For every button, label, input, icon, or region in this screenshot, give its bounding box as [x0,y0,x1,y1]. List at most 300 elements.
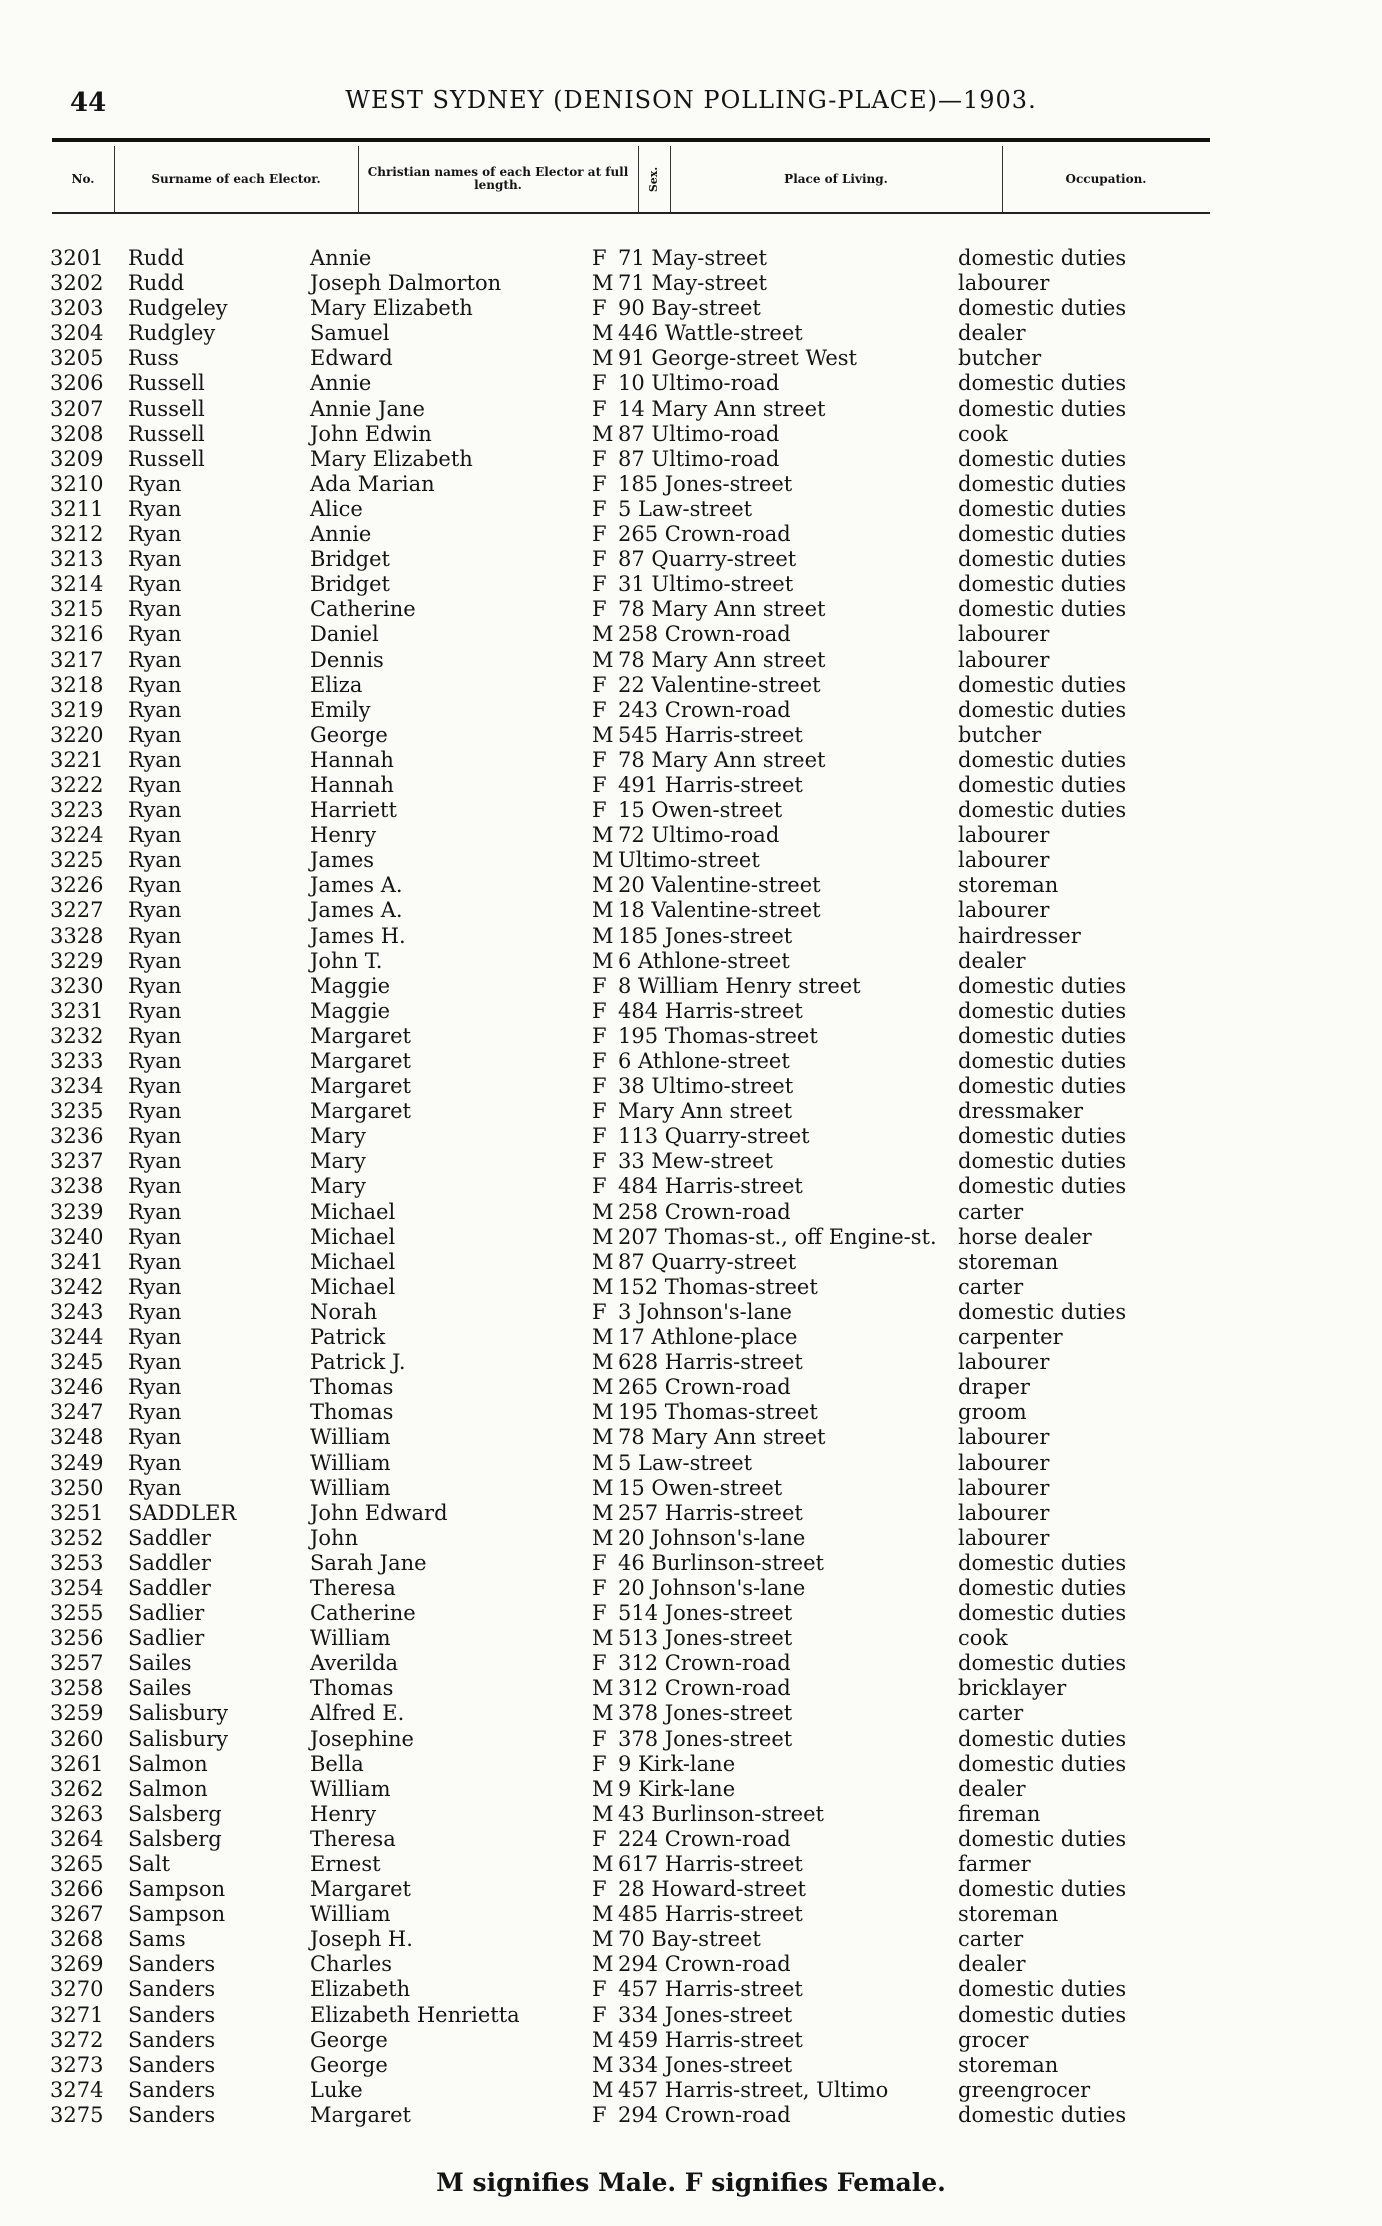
header-occupation [1002,146,1210,212]
elector-christian-names: Michael [310,1199,396,1224]
elector-occupation: labourer [958,1450,1050,1475]
elector-occupation: domestic duties [958,973,1127,998]
elector-place: 20 Johnson's-lane [618,1525,806,1550]
table-row [0,1200,1382,1225]
elector-surname: Ryan [128,898,182,923]
elector-place: 78 Mary Ann street [618,747,826,772]
table-row [0,1551,1382,1576]
elector-surname: Ryan [128,1174,182,1199]
elector-sex: F [592,1049,607,1073]
elector-place: 20 Johnson's-lane [618,1575,806,1600]
elector-number: 3249 [50,1450,104,1475]
elector-surname: Ryan [128,1299,182,1324]
elector-surname: Saddler [128,1525,211,1550]
table-row [0,2053,1382,2078]
elector-surname: Ryan [128,798,182,823]
header-place [670,146,1003,212]
elector-christian-names: William [310,1475,391,1500]
elector-place: 6 Athlone-street [618,948,790,973]
elector-place: 71 May-street [618,246,767,270]
elector-place: 90 Bay-street [618,296,761,321]
table-row [0,1802,1382,1827]
elector-number: 3258 [50,1676,104,1701]
elector-place: 10 Ultimo-road [618,371,780,396]
elector-surname: Ryan [128,1124,182,1149]
header-no-label: No. [71,171,95,186]
elector-number: 3227 [50,898,104,923]
elector-sex: F [592,1601,607,1626]
top-rule [52,138,1210,142]
elector-christian-names: James A. [310,873,403,898]
elector-occupation: labourer [958,622,1050,647]
elector-surname: Rudd [128,246,185,270]
elector-surname: Ryan [128,772,182,797]
elector-sex: F [592,2102,607,2127]
elector-surname: Rudgley [128,321,216,346]
elector-place: 185 Jones-street [618,923,793,948]
elector-christian-names: Margaret [310,1877,411,1902]
elector-number: 3256 [50,1626,104,1651]
elector-number: 3205 [50,346,104,371]
elector-occupation: domestic duties [958,1726,1127,1751]
elector-occupation: domestic duties [958,446,1127,471]
table-row [0,397,1382,422]
elector-surname: Ryan [128,1099,182,1124]
elector-christian-names: James H. [310,923,406,948]
elector-occupation: farmer [958,1852,1031,1876]
elector-occupation: groom [958,1400,1027,1425]
elector-surname: Russell [128,396,205,421]
elector-christian-names: Michael [310,1224,396,1249]
elector-number: 3241 [50,1249,104,1274]
elector-surname: Ryan [128,1475,182,1500]
table-row [0,321,1382,346]
elector-sex: M [592,1475,614,1500]
elector-surname: Russell [128,421,205,446]
elector-place: 78 Mary Ann street [618,647,826,672]
table-row [0,1174,1382,1199]
elector-sex: F [592,471,607,496]
elector-surname: Saddler [128,1575,211,1600]
elector-place: 207 Thomas-st., off Engine-st. [618,1224,937,1249]
elector-christian-names: Sarah Jane [310,1550,427,1575]
elector-number: 3269 [50,1952,104,1977]
elector-surname: Ryan [128,1249,182,1274]
elector-occupation: labourer [958,647,1050,672]
elector-surname: Ryan [128,1425,182,1450]
elector-number: 3272 [50,2027,104,2052]
elector-occupation: domestic duties [958,2102,1127,2127]
elector-occupation: domestic duties [958,2002,1127,2027]
elector-sex: F [592,572,607,597]
elector-number: 3252 [50,1525,104,1550]
elector-occupation: domestic duties [958,296,1127,321]
elector-surname: Ryan [128,747,182,772]
elector-occupation: labourer [958,1425,1050,1450]
elector-place: 617 Harris-street [618,1852,803,1876]
elector-christian-names: Hannah [310,747,394,772]
elector-surname: Sams [128,1927,186,1952]
elector-place: 5 Law-street [618,1450,753,1475]
elector-place: 243 Crown-road [618,697,791,722]
elector-surname: Ryan [128,1375,182,1400]
elector-christian-names: Alice [310,496,363,521]
table-row [0,1225,1382,1250]
elector-occupation: domestic duties [958,672,1127,697]
elector-christian-names: Michael [310,1249,396,1274]
elector-number: 3210 [50,471,104,496]
elector-place: 15 Owen-street [618,798,783,823]
table-row [0,773,1382,798]
elector-number: 3260 [50,1726,104,1751]
elector-number: 3243 [50,1299,104,1324]
elector-number: 3224 [50,823,104,848]
elector-place: 459 Harris-street [618,2027,803,2052]
elector-surname: Rudd [128,271,185,296]
table-row [0,497,1382,522]
elector-sex: M [592,1776,614,1801]
elector-christian-names: Theresa [310,1575,396,1600]
table-row [0,1049,1382,1074]
elector-sex: F [592,1575,607,1600]
elector-place: 484 Harris-street [618,1174,803,1199]
elector-place: 43 Burlinson-street [618,1801,824,1826]
elector-christian-names: Annie [310,522,372,547]
elector-number: 3259 [50,1701,104,1726]
elector-occupation: domestic duties [958,747,1127,772]
elector-sex: M [592,1325,614,1350]
elector-occupation: horse dealer [958,1224,1092,1249]
elector-christian-names: William [310,1902,391,1927]
elector-number: 3222 [50,772,104,797]
page-title: WEST SYDNEY (DENISON POLLING-PLACE)—1903. [345,86,1037,114]
elector-christian-names: Henry [310,1801,377,1826]
table-row [0,924,1382,949]
elector-place: 258 Crown-road [618,622,791,647]
elector-surname: Sadlier [128,1601,205,1626]
elector-surname: Ryan [128,496,182,521]
elector-place: 31 Ultimo-street [618,572,794,597]
elector-number: 3215 [50,597,104,622]
table-row [0,1526,1382,1551]
elector-surname: Sailes [128,1676,192,1701]
elector-place: 91 George-street West [618,346,857,371]
elector-sex: F [592,1826,607,1851]
table-row [0,974,1382,999]
table-row [0,1952,1382,1977]
table-row [0,246,1382,271]
elector-occupation: carter [958,1927,1024,1952]
elector-christian-names: Bella [310,1751,364,1776]
elector-christian-names: Hannah [310,772,394,797]
elector-occupation: domestic duties [958,1299,1127,1324]
table-row [0,1727,1382,1752]
header-sex [638,146,671,212]
elector-number: 3231 [50,998,104,1023]
elector-sex: M [592,1525,614,1550]
elector-sex: M [592,823,614,848]
table-row [0,597,1382,622]
elector-sex: M [592,873,614,898]
table-row [0,1425,1382,1450]
elector-christian-names: Eliza [310,672,363,697]
elector-number: 3275 [50,2102,104,2127]
elector-sex: F [592,1726,607,1751]
elector-surname: Ryan [128,973,182,998]
elector-number: 3225 [50,848,104,873]
elector-sex: M [592,1500,614,1525]
elector-sex: F [592,396,607,421]
header-occupation-label: Occupation. [1065,171,1147,186]
table-row [0,1852,1382,1877]
elector-christian-names: Josephine [310,1726,414,1751]
elector-occupation: butcher [958,722,1042,747]
elector-occupation: grocer [958,2027,1029,2052]
elector-sex: F [592,522,607,547]
elector-surname: Ryan [128,1149,182,1174]
table-row [0,748,1382,773]
elector-christian-names: Annie Jane [310,396,425,421]
elector-place: 87 Ultimo-road [618,446,780,471]
elector-christian-names: Thomas [310,1375,394,1400]
elector-number: 3216 [50,622,104,647]
elector-number: 3204 [50,321,104,346]
elector-surname: Ryan [128,1400,182,1425]
elector-occupation: dealer [958,321,1026,346]
elector-occupation: domestic duties [958,572,1127,597]
elector-occupation: butcher [958,346,1042,371]
elector-sex: M [592,1199,614,1224]
elector-place: 38 Ultimo-street [618,1074,794,1099]
table-row [0,1701,1382,1726]
elector-surname: Ryan [128,823,182,848]
elector-sex: F [592,1023,607,1048]
elector-surname: Sampson [128,1877,226,1902]
elector-sex: M [592,1224,614,1249]
elector-christian-names: George [310,722,388,747]
header-surname-label: Surname of each Elector. [151,171,321,186]
table-row [0,1375,1382,1400]
elector-place: 46 Burlinson-street [618,1550,824,1575]
elector-number: 3233 [50,1049,104,1073]
table-row [0,472,1382,497]
elector-surname: Sanders [128,2052,216,2077]
elector-place: 485 Harris-street [618,1902,803,1927]
header-no [52,146,115,212]
page-number: 44 [70,88,107,118]
elector-number: 3214 [50,572,104,597]
table-row [0,698,1382,723]
elector-sex: F [592,1977,607,2002]
elector-occupation: domestic duties [958,246,1127,270]
elector-number: 3217 [50,647,104,672]
elector-number: 3234 [50,1074,104,1099]
table-row [0,1325,1382,1350]
elector-surname: Sadlier [128,1626,205,1651]
elector-christian-names: Dennis [310,647,384,672]
elector-christian-names: John Edwin [310,421,432,446]
elector-christian-names: Thomas [310,1400,394,1425]
elector-place: 33 Mew-street [618,1149,773,1174]
elector-surname: Ryan [128,697,182,722]
table-row [0,1476,1382,1501]
elector-christian-names: Maggie [310,973,391,998]
elector-christian-names: Daniel [310,622,379,647]
table-row [0,1752,1382,1777]
elector-christian-names: Michael [310,1274,396,1299]
elector-occupation: domestic duties [958,496,1127,521]
elector-number: 3268 [50,1927,104,1952]
elector-surname: Ryan [128,1224,182,1249]
table-row [0,1451,1382,1476]
elector-occupation: cook [958,421,1008,446]
elector-christian-names: Norah [310,1299,378,1324]
elector-occupation: domestic duties [958,1174,1127,1199]
elector-christian-names: Alfred E. [310,1701,405,1726]
table-row [0,1877,1382,1902]
elector-sex: F [592,2002,607,2027]
elector-christian-names: John T. [310,948,383,973]
header-sex-label: Sex. [647,166,661,192]
elector-christian-names: Mary [310,1149,366,1174]
elector-number: 3244 [50,1325,104,1350]
elector-sex: F [592,798,607,823]
elector-sex: M [592,2077,614,2102]
elector-place: 312 Crown-road [618,1651,791,1676]
elector-christian-names: Mary [310,1174,366,1199]
elector-occupation: domestic duties [958,1826,1127,1851]
table-row [0,723,1382,748]
table-row [0,447,1382,472]
elector-number: 3218 [50,672,104,697]
elector-sex: M [592,1676,614,1701]
elector-sex: M [592,1425,614,1450]
elector-occupation: carpenter [958,1325,1063,1350]
table-row [0,1149,1382,1174]
elector-occupation: domestic duties [958,1149,1127,1174]
elector-sex: M [592,1375,614,1400]
table-row [0,422,1382,447]
elector-occupation: domestic duties [958,697,1127,722]
elector-surname: Saddler [128,1550,211,1575]
elector-number: 3213 [50,547,104,572]
elector-sex: F [592,1149,607,1174]
elector-occupation: carter [958,1199,1024,1224]
table-row [0,1400,1382,1425]
elector-place: Ultimo-street [618,848,760,873]
elector-christian-names: Thomas [310,1676,394,1701]
elector-christian-names: Margaret [310,1074,411,1099]
elector-surname: Ryan [128,547,182,572]
elector-christian-names: Bridget [310,572,390,597]
elector-number: 3221 [50,747,104,772]
table-row [0,1024,1382,1049]
elector-christian-names: Catherine [310,1601,416,1626]
elector-number: 3237 [50,1149,104,1174]
header-place-label: Place of Living. [784,171,888,186]
elector-sex: M [592,1400,614,1425]
elector-occupation: domestic duties [958,998,1127,1023]
elector-occupation: domestic duties [958,1575,1127,1600]
elector-christian-names: Margaret [310,1099,411,1124]
elector-christian-names: Harriett [310,798,397,823]
elector-surname: Russ [128,346,179,371]
elector-occupation: domestic duties [958,547,1127,572]
elector-place: 514 Jones-street [618,1601,793,1626]
table-row [0,371,1382,396]
elector-sex: F [592,547,607,572]
elector-christian-names: Elizabeth [310,1977,411,2002]
elector-number: 3229 [50,948,104,973]
elector-surname: Ryan [128,1023,182,1048]
elector-surname: Sampson [128,1902,226,1927]
elector-place: 491 Harris-street [618,772,803,797]
elector-place: 71 May-street [618,271,767,296]
elector-sex: M [592,1350,614,1375]
elector-place: 8 William Henry street [618,973,861,998]
elector-christian-names: Catherine [310,597,416,622]
elector-place: 17 Athlone-place [618,1325,798,1350]
elector-sex: F [592,1074,607,1099]
elector-place: 6 Athlone-street [618,1049,790,1073]
elector-number: 3261 [50,1751,104,1776]
elector-place: 446 Wattle-street [618,321,803,346]
elector-surname: Ryan [128,1199,182,1224]
elector-sex: F [592,371,607,396]
table-row [0,898,1382,923]
elector-christian-names: Annie [310,371,372,396]
elector-christian-names: Bridget [310,547,390,572]
elector-number: 3255 [50,1601,104,1626]
elector-occupation: cook [958,1626,1008,1651]
table-row [0,1601,1382,1626]
elector-number: 3273 [50,2052,104,2077]
elector-surname: Sanders [128,2002,216,2027]
elector-christian-names: James [310,848,375,873]
table-row [0,1501,1382,1526]
table-row [0,1250,1382,1275]
elector-place: 28 Howard-street [618,1877,806,1902]
elector-occupation: domestic duties [958,1651,1127,1676]
table-row [0,798,1382,823]
table-row [0,949,1382,974]
elector-occupation: labourer [958,1475,1050,1500]
elector-sex: M [592,2052,614,2077]
elector-sex: F [592,747,607,772]
elector-occupation: domestic duties [958,1601,1127,1626]
elector-place: 15 Owen-street [618,1475,783,1500]
elector-place: 9 Kirk-lane [618,1751,736,1776]
elector-surname: Sailes [128,1651,192,1676]
table-row [0,1777,1382,1802]
elector-number: 3274 [50,2077,104,2102]
elector-sex: F [592,1124,607,1149]
elector-place: 87 Quarry-street [618,547,797,572]
elector-sex: F [592,246,607,270]
elector-number: 3212 [50,522,104,547]
table-row [0,1927,1382,1952]
elector-number: 3257 [50,1651,104,1676]
table-row [0,1074,1382,1099]
elector-number: 3201 [50,246,104,270]
elector-christian-names: William [310,1425,391,1450]
elector-number: 3202 [50,271,104,296]
elector-number: 3220 [50,722,104,747]
elector-place: 457 Harris-street, Ultimo [618,2077,889,2102]
elector-sex: M [592,1902,614,1927]
elector-sex: M [592,948,614,973]
table-row [0,547,1382,572]
